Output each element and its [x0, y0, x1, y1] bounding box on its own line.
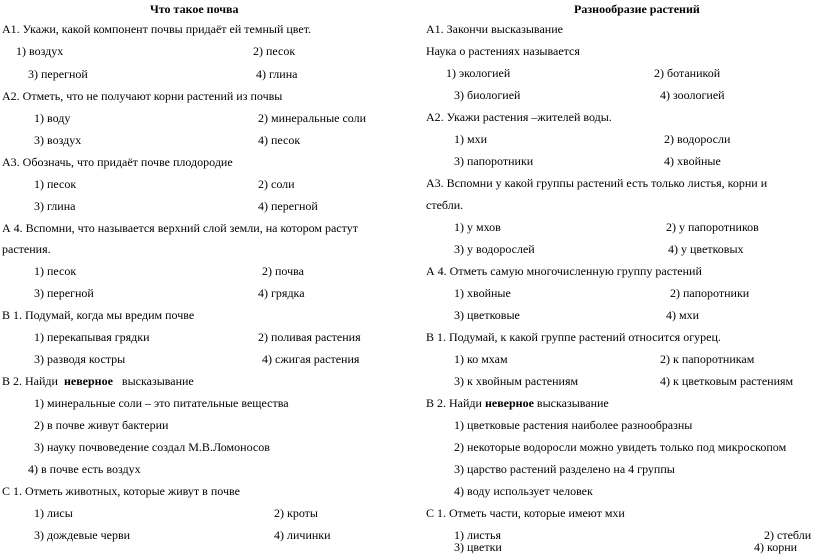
- right-a2-option-3: 3) папоротники: [454, 154, 534, 168]
- right-b1-option-4: 4) к цветковым растениям: [660, 374, 794, 388]
- left-a3-question: А3. Обозначь, что придаёт почве плодородие: [2, 155, 233, 169]
- right-a2-option-4: 4) хвойные: [664, 154, 721, 168]
- left-a1-question: А1. Укажи, какой компонент почвы придаёт ей темный цвет.: [2, 22, 312, 36]
- left-b2-question-bold: неверное: [63, 374, 113, 388]
- right-a1-option-4: 4) зоологией: [660, 88, 725, 102]
- right-a4-option-4: 4) мхи: [666, 308, 700, 322]
- right-b2-option-1: 1) цветковые растения наиболее разнообразны: [454, 418, 693, 432]
- right-b1-question: В 1. Подумай, к какой группе растений относится огурец.: [426, 330, 721, 344]
- right-a3-option-2: 2) у папоротников: [666, 220, 759, 234]
- right-a3-option-4: 4) у цветковых: [668, 242, 744, 256]
- right-a2-question: А2. Укажи растения –жителей воды.: [426, 110, 612, 124]
- right-a4-option-3: 3) цветковые: [454, 308, 520, 322]
- left-a1-option-1: 1) воздух: [16, 44, 64, 58]
- right-c1-option-2: 2) стебли: [764, 528, 812, 542]
- left-a3-option-1: 1) песок: [34, 177, 77, 191]
- left-a3-option-2: 2) соли: [258, 177, 295, 191]
- left-b2-option-2: 2) в почве живут бактерии: [34, 418, 169, 432]
- left-c1-option-1: 1) лисы: [34, 506, 73, 520]
- left-b1-option-3: 3) разводя костры: [34, 352, 126, 366]
- left-a4-question-line-2: растения.: [2, 242, 51, 256]
- right-a1-option-2: 2) ботаникой: [654, 66, 721, 80]
- right-b1-option-1: 1) ко мхам: [454, 352, 508, 366]
- left-c1-option-2: 2) кроты: [274, 506, 318, 520]
- left-a2-question: А2. Отметь, что не получают корни растений из почвы: [2, 89, 283, 103]
- left-b2-option-1: 1) минеральные соли – это питательные вещества: [34, 396, 289, 410]
- left-b1-question: В 1. Подумай, когда мы вредим почве: [2, 308, 195, 322]
- left-a3-option-3: 3) глина: [34, 199, 76, 213]
- left-c1-option-4: 4) личинки: [274, 528, 331, 542]
- left-b2-question-suffix: высказывание: [112, 374, 194, 388]
- right-c1-option-4: 4) корни: [754, 540, 798, 554]
- left-b2-option-3: 3) науку почвоведение создал М.В.Ломоносов: [34, 440, 270, 454]
- right-a4-option-2: 2) папоротники: [670, 286, 750, 300]
- right-a1-question: А1. Закончи высказывание: [426, 22, 563, 36]
- left-b1-option-2: 2) поливая растения: [258, 330, 361, 344]
- left-b2-question: [2, 374, 194, 388]
- right-a3-question-line-2: стебли.: [426, 198, 464, 212]
- left-a4-option-1: 1) песок: [34, 264, 77, 278]
- right-b1-option-2: 2) к папоротникам: [660, 352, 755, 366]
- left-a2-option-4: 4) песок: [258, 133, 301, 147]
- right-c1-option-3: 3) цветки: [454, 540, 502, 554]
- right-a3-option-1: 1) у мхов: [454, 220, 501, 234]
- right-a3-option-3: 3) у водорослей: [454, 242, 535, 256]
- right-a2-option-2: 2) водоросли: [664, 132, 731, 146]
- left-a4-option-4: 4) грядка: [258, 286, 305, 300]
- right-a2-option-1: 1) мхи: [454, 132, 488, 146]
- right-b2-option-4: 4) воду использует человек: [454, 484, 593, 498]
- right-b2-option-2: 2) некоторые водоросли можно увидеть только под микроскопом: [454, 440, 787, 454]
- left-column: [0, 0, 400, 554]
- left-b2-question-prefix: В 2. Найди: [2, 374, 64, 388]
- left-a1-option-2: 2) песок: [253, 44, 296, 58]
- right-b2-question: [426, 396, 609, 410]
- left-b1-option-1: 1) перекапывая грядки: [34, 330, 150, 344]
- left-a1-option-4: 4) глина: [256, 67, 298, 81]
- right-b2-question-bold: неверное: [484, 396, 534, 410]
- right-b1-option-3: 3) к хвойным растениям: [454, 374, 579, 388]
- right-a4-question: А 4. Отметь самую многочисленную группу растений: [426, 264, 702, 278]
- left-c1-option-3: 3) дождевые черви: [34, 528, 131, 542]
- left-a3-option-4: 4) перегной: [258, 199, 318, 213]
- left-a4-question-line-1: А 4. Вспомни, что называется верхний слой земли, на котором растут: [2, 221, 358, 235]
- right-a4-option-1: 1) хвойные: [454, 286, 511, 300]
- right-a1-option-1: 1) экологией: [446, 66, 511, 80]
- right-c1-question: С 1. Отметь части, которые имеют мхи: [426, 506, 625, 520]
- right-a3-question-line-1: А3. Вспомни у какой группы растений есть только листья, корни и: [426, 176, 768, 190]
- left-title: Что такое почва: [150, 2, 239, 16]
- left-a2-option-1: 1) воду: [34, 111, 71, 125]
- left-b1-option-4: 4) сжигая растения: [262, 352, 360, 366]
- left-a2-option-2: 2) минеральные соли: [258, 111, 367, 125]
- left-a2-option-3: 3) воздух: [34, 133, 82, 147]
- right-column: [420, 0, 816, 554]
- right-a1-option-3: 3) биологией: [454, 88, 521, 102]
- left-a4-option-3: 3) перегной: [34, 286, 94, 300]
- right-c1-option-1: 1) листья: [454, 528, 501, 542]
- right-b2-question-suffix: высказывание: [533, 396, 609, 410]
- right-b2-option-3: 3) царство растений разделено на 4 группы: [454, 462, 675, 476]
- left-b2-option-4: 4) в почве есть воздух: [28, 462, 141, 476]
- left-c1-question: С 1. Отметь животных, которые живут в почве: [2, 484, 240, 498]
- right-a1-question-line-2: Наука о растениях называется: [426, 44, 580, 58]
- right-title: Разнообразие растений: [574, 2, 700, 16]
- left-a1-option-3: 3) перегной: [28, 67, 88, 81]
- right-b2-question-prefix: В 2. Найди: [426, 396, 485, 410]
- left-a4-option-2: 2) почва: [262, 264, 304, 278]
